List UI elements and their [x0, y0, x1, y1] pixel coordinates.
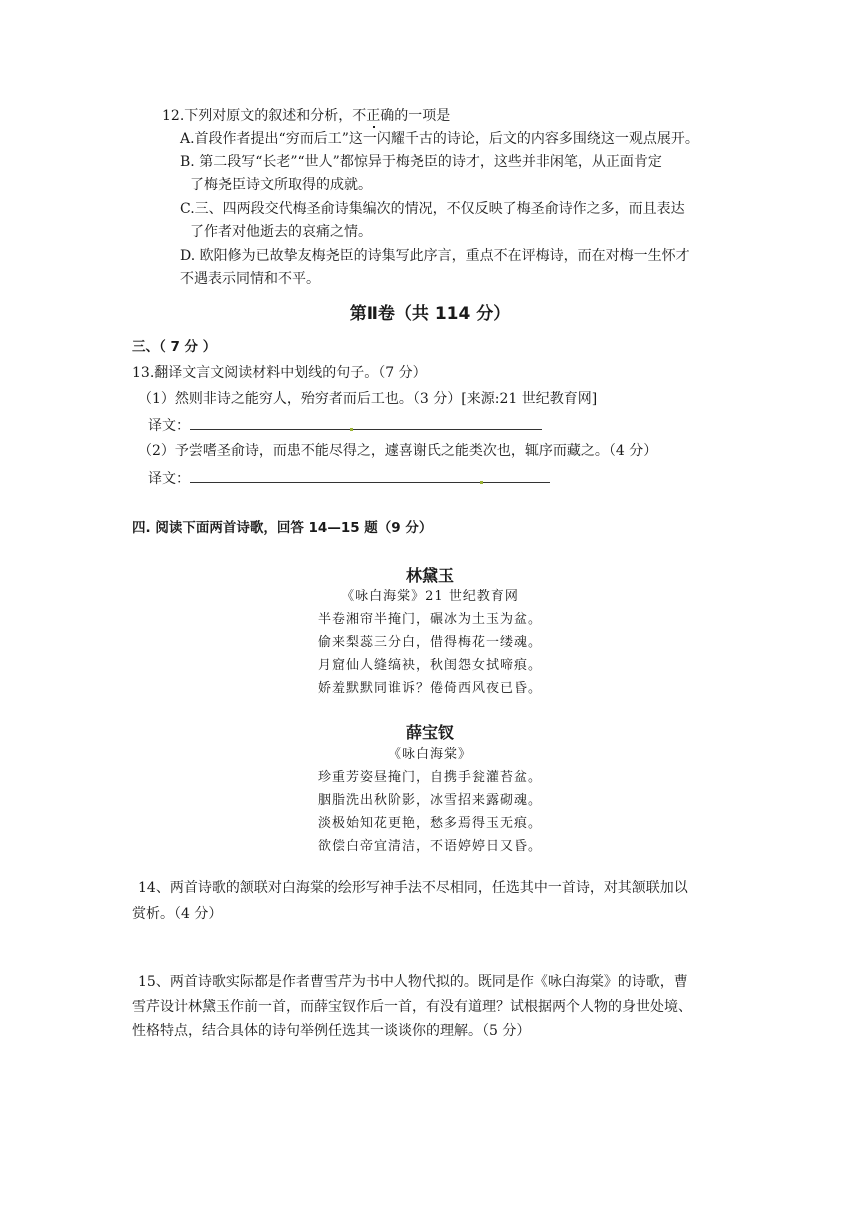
q12-option-b: B. 第二段写“长老”“世人”都惊异于梅尧臣的诗才，这些并非闲笔，从正面肯定	[180, 154, 662, 170]
poem1-title: 《咏白海棠》21 世纪教育网	[341, 589, 519, 604]
part2-heading: 第Ⅱ卷（共 114 分）	[349, 304, 511, 324]
q12-stem-text: 12.下列对原文的叙述和分析，	[162, 108, 353, 124]
q12-option-a: A.首段作者提出“穷而后工”这一闪耀千古的诗论，后文的内容多围绕这一观点展开。	[180, 131, 699, 147]
q12-option-c: C.三、四两段交代梅圣俞诗集编次的情况，不仅反映了梅圣俞诗作之多，而且表达	[180, 201, 685, 217]
q12-option-d: D. 欧阳修为已故挚友梅尧臣的诗集写此序言，重点不在评梅诗，而在对梅一生怀才	[180, 248, 690, 264]
q15-line-1: 15、两首诗歌实际都是作者曹雪芹为书中人物代拟的。既同是作《咏白海棠》的诗歌，曹	[138, 974, 688, 990]
poem2-line-4: 欲偿白帝宜清洁，不语婷婷日又昏。	[317, 839, 542, 854]
poem2-line-1: 珍重芳姿昼掩门，自携手瓮灌苔盆。	[317, 770, 542, 785]
q12-stem	[162, 106, 450, 126]
marker-dot-1	[350, 428, 353, 431]
poem2-line-3: 淡极始知花更艳，愁多焉得玉无痕。	[317, 816, 542, 831]
q13-sentence-2: （2）予尝嗜圣俞诗，而患不能尽得之，遽喜谢氏之能类次也，辄序而藏之。（4 分）	[138, 443, 658, 459]
q14-line-1: 14、两首诗歌的颔联对白海棠的绘形写神手法不尽相同，任选其中一首诗，对其颔联加以	[138, 880, 688, 896]
translation-answer-line-2[interactable]	[190, 468, 550, 483]
q12-stem-end: 的一项是	[394, 108, 451, 124]
poem1-line-3: 月窟仙人缝缟袂，秋闺怨女拭啼痕。	[317, 658, 542, 673]
q12-option-d-cont: 不遇表示同情和不平。	[180, 271, 320, 287]
poem1-line-4: 娇羞默默同谁诉？倦倚西风夜已昏。	[317, 681, 542, 696]
q12-option-b-cont: 了梅尧臣诗文所取得的成就。	[190, 177, 372, 193]
marker-dot-2	[480, 481, 483, 484]
poem1-line-1: 半卷湘帘半掩门，碾冰为土玉为盆。	[317, 612, 542, 627]
section3-heading: 三、（ 7 分 ）	[132, 339, 217, 355]
translation-label-2: 译文：	[148, 471, 190, 487]
q12-option-c-cont: 了作者对他逝去的哀痛之情。	[190, 224, 372, 240]
q13-sentence-1: （1）然则非诗之能穷人，殆穷者而后工也。（3 分）[来源:21 世纪教育网]	[138, 391, 598, 407]
q12-stem-emphasis: 不正确	[352, 108, 395, 124]
poem2-title: 《咏白海棠》	[387, 747, 472, 762]
q13-stem: 13.翻译文言文阅读材料中划线的句子。（7 分）	[132, 365, 427, 381]
poem2-line-2: 胭脂洗出秋阶影，冰雪招来露砌魂。	[317, 793, 542, 808]
q13-translation-1	[148, 415, 542, 436]
q14-line-2: 赏析。（4 分）	[132, 906, 223, 922]
section4-heading: 四. 阅读下面两首诗歌，回答 14—15 题（9 分）	[132, 520, 433, 536]
translation-answer-line-1[interactable]	[190, 415, 542, 430]
poem2-author: 薛宝钗	[405, 723, 454, 742]
poem1-author: 林黛玉	[405, 566, 454, 585]
q15-line-3: 性格特点，结合具体的诗句举例任选其一谈谈你的理解。（5 分）	[132, 1023, 531, 1039]
q15-line-2: 雪芹设计林黛玉作前一首，而薛宝钗作后一首，有没有道理？试根据两个人物的身世处境、	[132, 999, 692, 1015]
poem1-line-2: 偷来梨蕊三分白，借得梅花一缕魂。	[317, 635, 542, 650]
translation-label-1: 译文：	[148, 418, 190, 434]
q13-translation-2	[148, 468, 550, 489]
